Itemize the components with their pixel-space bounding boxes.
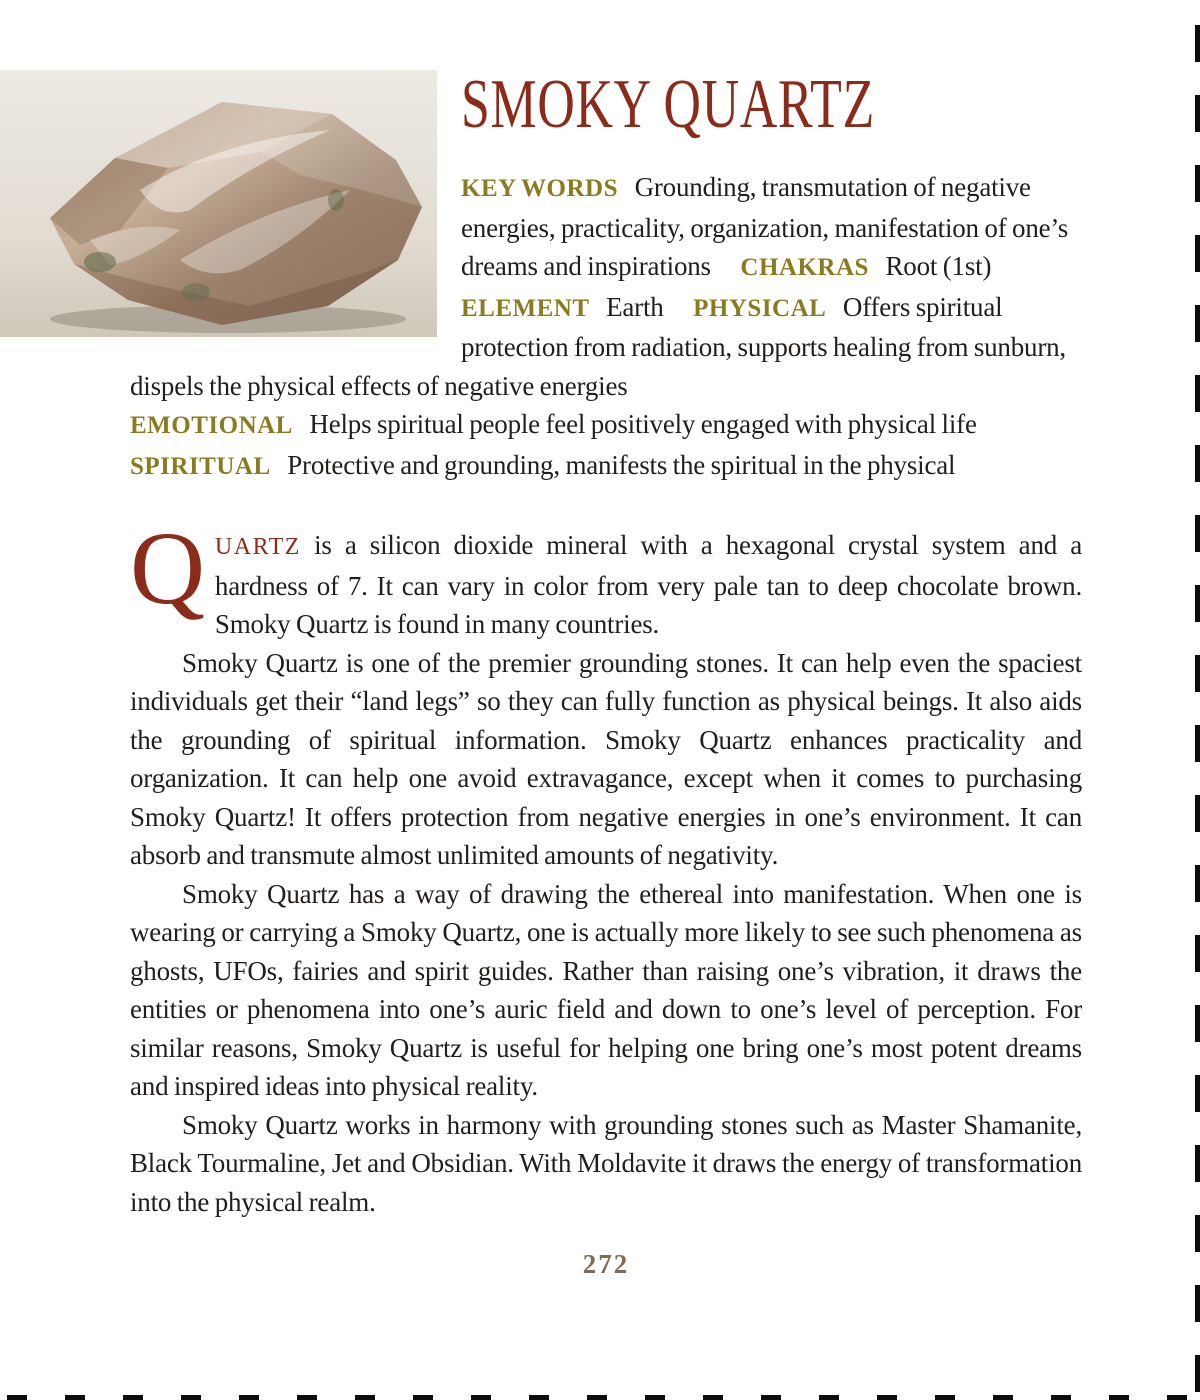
- element-text: Earth: [606, 291, 664, 322]
- spiritual-label: SPIRITUAL: [130, 452, 271, 480]
- paragraph-1-text: is a silicon dioxide mineral with a hexagonal crystal system and a hardness of 7. It can vary in color from very pale tan to deep chocolate brown. Smoky Quartz is found in many countries.: [214, 530, 1082, 639]
- smoky-quartz-crystal-illustration: [0, 70, 437, 337]
- physical-label: PHYSICAL: [693, 294, 827, 322]
- chakras-text: Root (1st): [885, 251, 992, 281]
- page-content: [0, 66, 1200, 1400]
- dropcap-q: Q: [130, 511, 205, 626]
- body-text: [130, 511, 1082, 1221]
- paragraph-4: Smoky Quartz works in harmony with grounding stones such as Master Shamanite, Black Tourmaline, Jet and Obsidian. With Moldavite it draws the energy of transformation into the physical realm.: [130, 1109, 1082, 1217]
- key-words-label: KEY WORDS: [461, 175, 619, 202]
- physical-text: Offers spiritual protection from radiation, supports healing from sunburn, dispels the physical effects of negative energies: [130, 291, 1066, 401]
- paragraph-3: Smoky Quartz has a way of drawing the ethereal into manifestation. When one is wearing or carrying a Smoky Quartz, one is actually more likely to see such phenomena as ghosts, UFOs, fairies and spirit guides. Rather than raising one’s vibration, it draws the entities or phenomena into one’s auric field and down to one’s level of perception. For similar reasons, Smoky Quartz is useful for helping one bring one’s most potent dreams and inspired ideas into physical reality.: [130, 878, 1082, 1101]
- paragraph-1: [130, 511, 1082, 644]
- page-edge-marks-bottom: [0, 1395, 1200, 1400]
- page-edge-marks-right: [1195, 0, 1200, 1400]
- page-title-text: SMOKY QUARTZ: [461, 66, 875, 143]
- spiritual-text: Protective and grounding, manifests the spiritual in the physical: [287, 449, 956, 480]
- emotional-label: EMOTIONAL: [130, 412, 293, 439]
- emotional-text: Helps spiritual people feel positively engaged with physical life: [309, 409, 977, 439]
- chakras-label: CHAKRAS: [740, 254, 869, 281]
- paragraph-2: Smoky Quartz is one of the premier grounding stones. It can help even the spaciest individuals get their “land legs” so they can fully function as physical beings. It also aids the grounding of spiritual information. Smoky Quartz enhances practicality and organization. It can help one avoid extravagance, except when it comes to purchasing Smoky Quartz! It offers protection from negative energies in one’s environment. It can absorb and transmute almost unlimited amounts of negativity.: [130, 647, 1082, 870]
- crystal-photo: [0, 70, 437, 337]
- element-label: ELEMENT: [461, 294, 590, 322]
- page-number: 272: [582, 1249, 630, 1279]
- key-words-text: Grounding, transmutation of negative energies, practicality, organization, manifestation of one’s dreams and inspirations: [461, 172, 1069, 281]
- paragraph-1-lead: UARTZ: [214, 534, 301, 560]
